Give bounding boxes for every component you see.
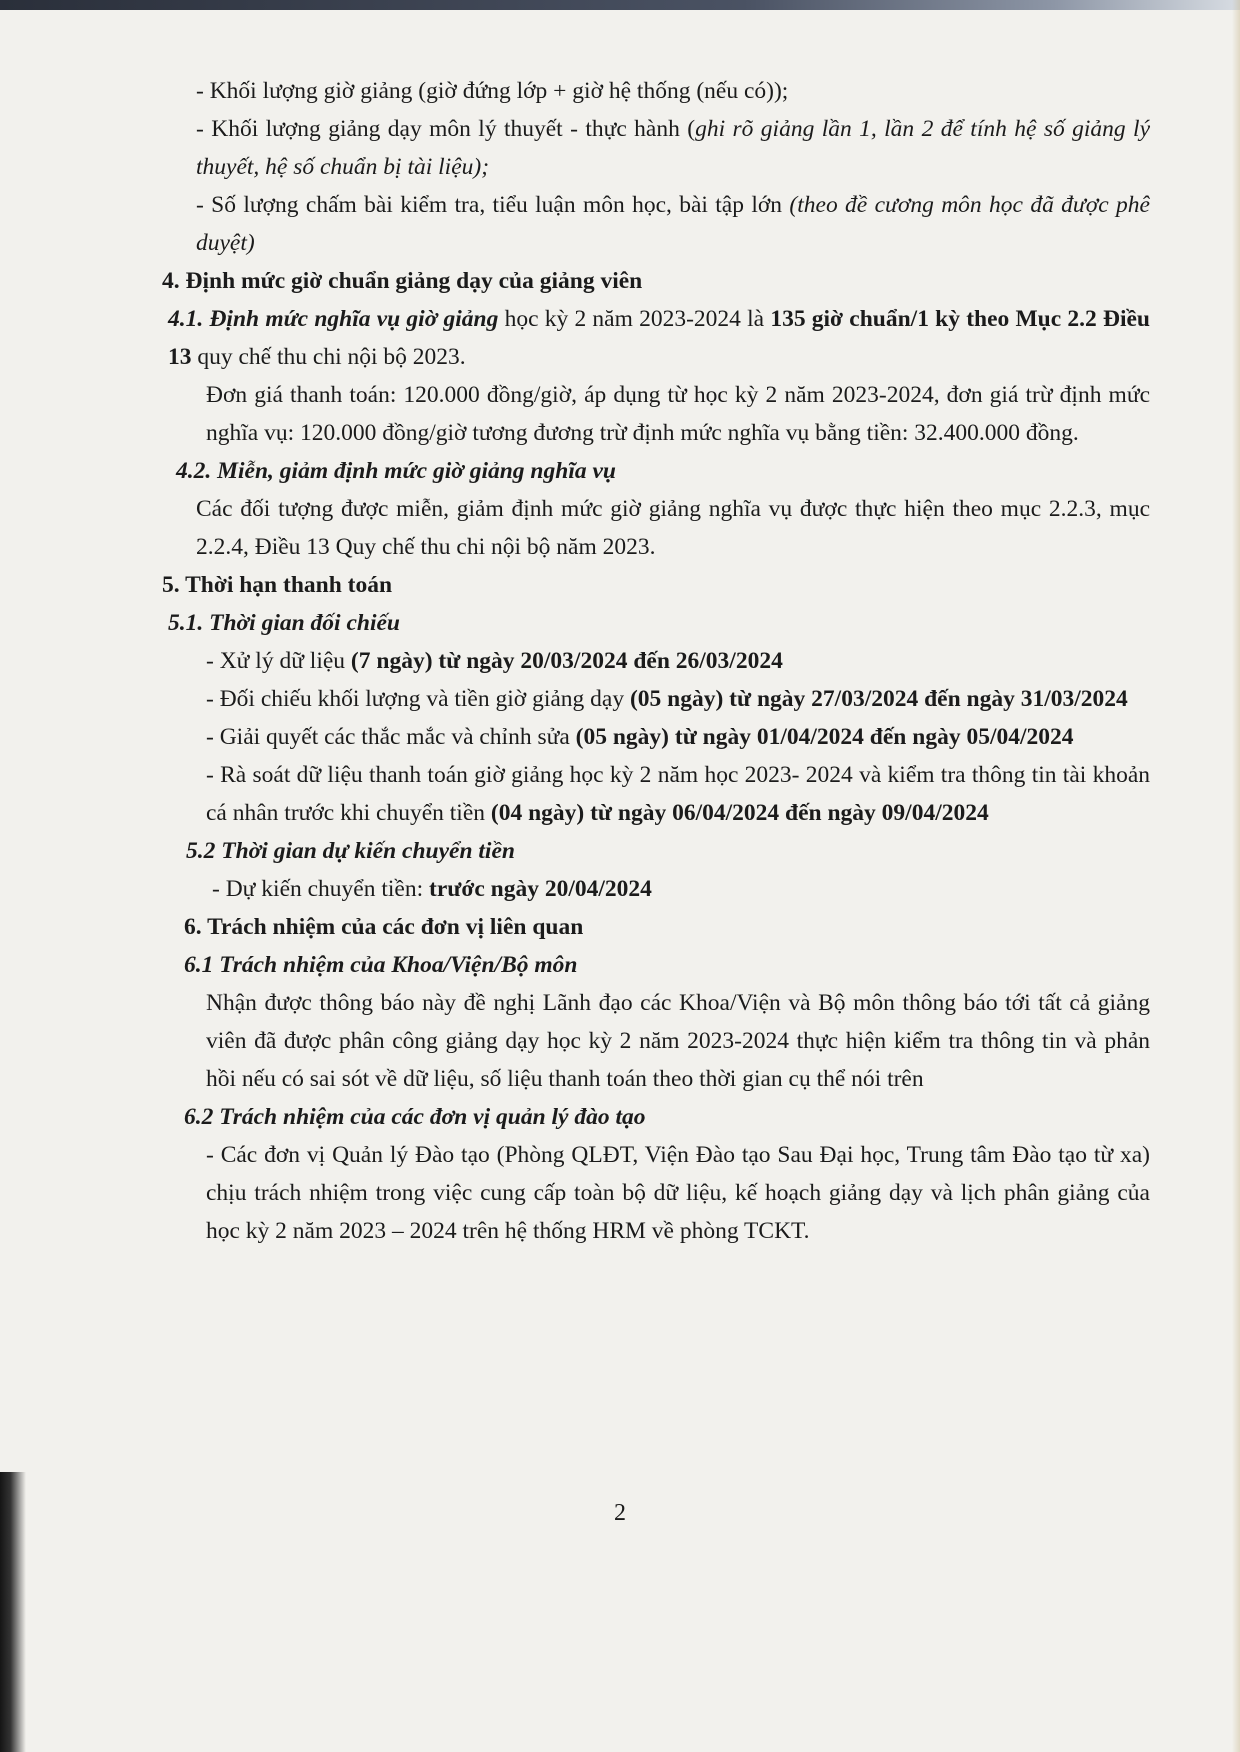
list-item: - Khối lượng giờ giảng (giờ đứng lớp + giờ hệ thống (nếu có)); — [196, 78, 789, 104]
paragraph-6-2: - Các đơn vị Quản lý Đào tạo (Phòng QLĐT, Viện Đào tạo Sau Đại học, Trung tâm Đào tạo từ xa) chịu trách nhiệm trong việc cung cấp toàn bộ dữ liệu, kế hoạch giảng dạy và lịch phân giảng của học kỳ 2 năm 2023 – 2024 trên hệ thống HRM về phòng TCKT. — [206, 1142, 1150, 1244]
list-item: - Số lượng chấm bài kiểm tra, tiểu luận môn học, bài tập lớn (theo đề cương môn học đã được phê duyệt) — [196, 192, 1150, 256]
subsection-heading-5-2: 5.2 Thời gian dự kiến chuyển tiền — [186, 838, 515, 864]
scan-right-edge — [1232, 0, 1240, 1752]
paragraph-price: Đơn giá thanh toán: 120.000 đồng/giờ, áp dụng từ học kỳ 2 năm 2023-2024, đơn giá trừ định mức nghĩa vụ: 120.000 đồng/giờ tương đương trừ định mức nghĩa vụ bằng tiền: 32.400.000 đồng. — [206, 382, 1150, 446]
paragraph-4-1: 4.1. Định mức nghĩa vụ giờ giảng học kỳ 2 năm 2023-2024 là 135 giờ chuẩn/1 kỳ theo Mục 2.2 Điều 13 quy chế thu chi nội bộ 2023. — [168, 306, 1150, 370]
paragraph-4-2: Các đối tượng được miễn, giảm định mức giờ giảng nghĩa vụ được thực hiện theo mục 2.2.3, mục 2.2.4, Điều 13 Quy chế thu chi nội bộ năm 2023. — [196, 496, 1150, 560]
paragraph-6-1: Nhận được thông báo này đề nghị Lãnh đạo các Khoa/Viện và Bộ môn thông báo tới tất cả giảng viên đã được phân công giảng dạy học kỳ 2 năm 2023-2024 thực hiện kiểm tra thông tin và phản hồi nếu có sai sót về dữ liệu, số liệu thanh toán theo thời gian cụ thể nói trên — [206, 990, 1150, 1092]
list-item: - Xử lý dữ liệu (7 ngày) từ ngày 20/03/2024 đến 26/03/2024 — [206, 648, 783, 674]
list-item: - Giải quyết các thắc mắc và chỉnh sửa (05 ngày) từ ngày 01/04/2024 đến ngày 05/04/2024 — [206, 724, 1074, 750]
document-body — [162, 72, 1150, 1250]
section-heading-6: 6. Trách nhiệm của các đơn vị liên quan — [184, 914, 584, 940]
list-item: - Dự kiến chuyển tiền: trước ngày 20/04/2024 — [212, 876, 652, 902]
page-number: 2 — [614, 1500, 626, 1526]
list-item: - Đối chiếu khối lượng và tiền giờ giảng dạy (05 ngày) từ ngày 27/03/2024 đến ngày 31/03/2024 — [206, 686, 1128, 712]
subsection-heading-4-2: 4.2. Miễn, giảm định mức giờ giảng nghĩa vụ — [176, 458, 616, 484]
subsection-heading-6-1: 6.1 Trách nhiệm của Khoa/Viện/Bộ môn — [184, 952, 578, 978]
scan-top-edge — [0, 0, 1240, 10]
list-item: - Khối lượng giảng dạy môn lý thuyết - thực hành (ghi rõ giảng lần 1, lần 2 để tính hệ số giảng lý thuyết, hệ số chuẩn bị tài liệu); — [196, 116, 1150, 180]
section-heading-4: 4. Định mức giờ chuẩn giảng dạy của giảng viên — [162, 268, 643, 294]
list-item: - Rà soát dữ liệu thanh toán giờ giảng học kỳ 2 năm học 2023- 2024 và kiểm tra thông tin tài khoản cá nhân trước khi chuyển tiền (04 ngày) từ ngày 06/04/2024 đến ngày 09/04/2024 — [206, 762, 1150, 826]
subsection-heading-5-1: 5.1. Thời gian đối chiếu — [168, 610, 400, 636]
section-heading-5: 5. Thời hạn thanh toán — [162, 572, 393, 598]
subsection-heading-6-2: 6.2 Trách nhiệm của các đơn vị quản lý đào tạo — [184, 1104, 646, 1130]
